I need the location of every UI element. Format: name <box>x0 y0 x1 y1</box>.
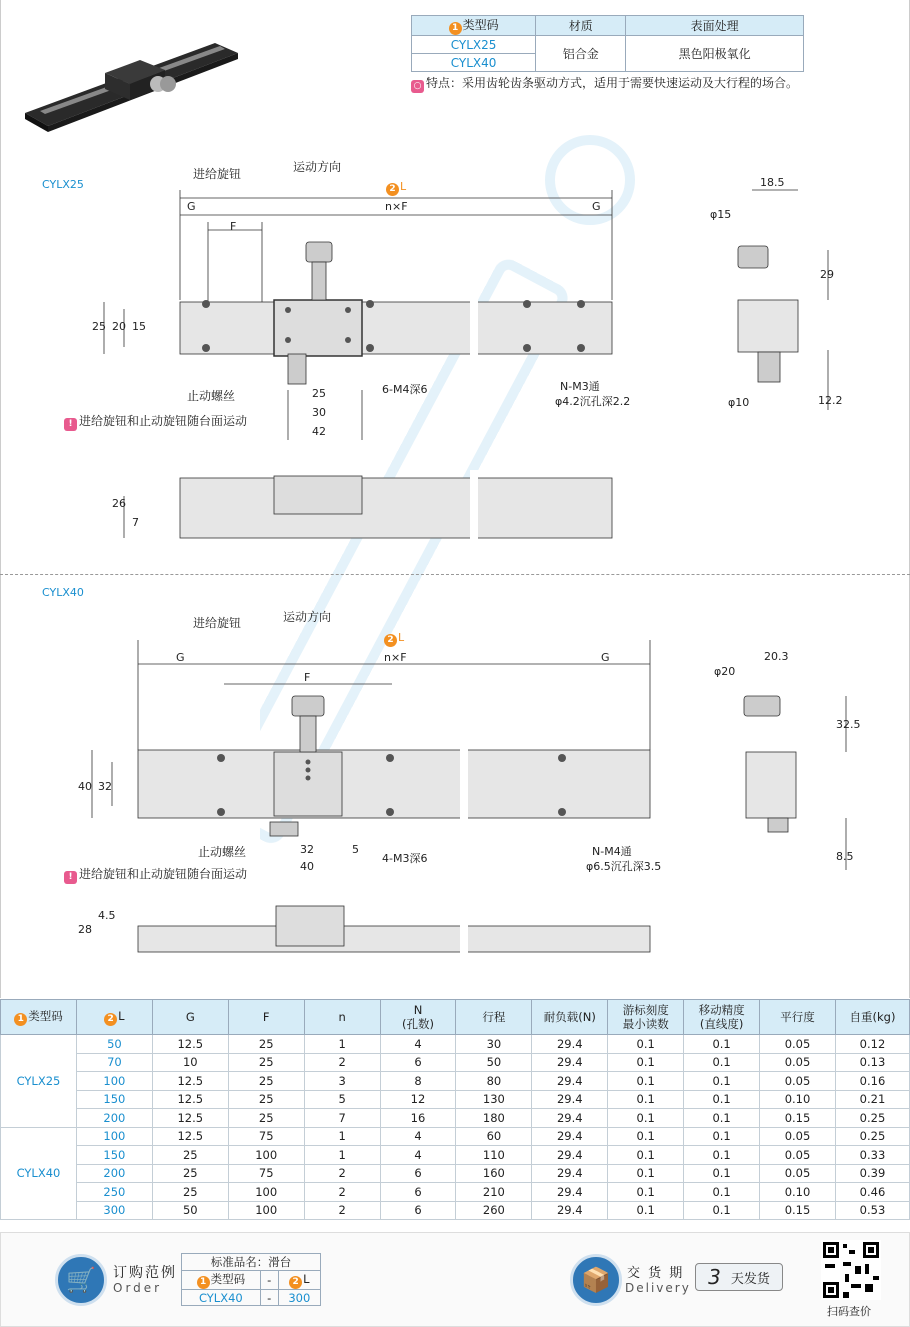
spec-cell: 0.21 <box>835 1090 909 1109</box>
spec-cell: 60 <box>456 1127 532 1146</box>
spec-row <box>1 1109 910 1128</box>
spec-cell: 2 <box>304 1053 380 1072</box>
spec-cell: 100 <box>228 1146 304 1165</box>
order-model: CYLX40 <box>182 1290 261 1306</box>
cylx40-L-label: 2 L <box>384 631 404 647</box>
spec-cell: 100 <box>228 1201 304 1220</box>
spec-row <box>1 1164 910 1183</box>
cylx40-counterbore-label: φ6.5沉孔深3.5 <box>586 860 662 873</box>
spec-cell: 180 <box>456 1109 532 1128</box>
spec-row <box>1 1035 910 1054</box>
spec-cell: 50 <box>456 1053 532 1072</box>
spec-cell: 50 <box>76 1035 152 1054</box>
product-image <box>20 18 245 136</box>
spec-cell: 29.4 <box>532 1127 608 1146</box>
finish-header: 表面处理 <box>626 16 804 36</box>
order-en: Order <box>113 1281 163 1295</box>
spec-cell: 0.46 <box>835 1183 909 1202</box>
spec-cell: 0.39 <box>835 1164 909 1183</box>
spec-cell: 50 <box>152 1201 228 1220</box>
spec-cell: 80 <box>456 1072 532 1091</box>
spec-cell: 4 <box>380 1146 456 1165</box>
spec-cell: 0.05 <box>760 1164 836 1183</box>
spec-header-7: 耐负载(N) <box>532 1000 608 1035</box>
cylx40-dim-w40: 40 <box>300 860 314 873</box>
spec-cell: 0.1 <box>608 1183 684 1202</box>
cylx25-note: ! 进给旋钮和止动旋钮随台面运动 <box>64 412 247 431</box>
cylx25-side-29: 29 <box>820 268 834 281</box>
cylx25-knob-label: 进给旋钮 <box>193 167 242 181</box>
cylx40-dim-h45: 4.5 <box>98 909 116 922</box>
spec-cell: 0.1 <box>608 1164 684 1183</box>
spec-cell: 0.05 <box>760 1035 836 1054</box>
spec-header-3: F <box>228 1000 304 1035</box>
spec-cell: 2 <box>304 1164 380 1183</box>
spec-cell: 75 <box>228 1164 304 1183</box>
spec-cell: 4 <box>380 1035 456 1054</box>
delivery-box-icon: 📦 <box>570 1254 622 1306</box>
spec-cell: 150 <box>76 1146 152 1165</box>
feature-icon: ○ <box>411 80 424 93</box>
spec-cell: 0.1 <box>608 1127 684 1146</box>
spec-cell: 1 <box>304 1035 380 1054</box>
cylx25-nF: n×F <box>385 200 408 213</box>
spec-cell: 6 <box>380 1053 456 1072</box>
qr-label: 扫码查价 <box>827 1305 871 1318</box>
spec-cell: 100 <box>76 1127 152 1146</box>
spec-cell: 29.4 <box>532 1109 608 1128</box>
material-header: 材质 <box>536 16 626 36</box>
cylx25-F: F <box>230 220 237 233</box>
spec-cell: 100 <box>228 1183 304 1202</box>
spec-cell: 0.33 <box>835 1146 909 1165</box>
cylx40-stop-screw-label: 止动螺丝 <box>198 845 247 859</box>
cylx25-G-right: G <box>592 200 601 213</box>
spec-cell: 0.1 <box>608 1035 684 1054</box>
spec-cell: 0.05 <box>760 1127 836 1146</box>
spec-cell: 260 <box>456 1201 532 1220</box>
spec-header-6: 行程 <box>456 1000 532 1035</box>
order-dash: - <box>260 1271 278 1290</box>
cart-icon: 🛒 <box>55 1254 107 1306</box>
cylx40-dim-h28: 28 <box>78 923 92 936</box>
spec-cell: 110 <box>456 1146 532 1165</box>
cylx25-dim-h7: 7 <box>132 516 139 529</box>
cylx25-side-d10: φ10 <box>728 396 750 409</box>
spec-cell: 12 <box>380 1090 456 1109</box>
spec-cell: 29.4 <box>532 1053 608 1072</box>
spec-cell: 29.4 <box>532 1090 608 1109</box>
spec-table <box>0 999 910 1220</box>
spec-header-1: 2 L <box>76 1000 152 1035</box>
spec-header-11: 自重(kg) <box>835 1000 909 1035</box>
spec-cell: 0.1 <box>608 1109 684 1128</box>
order-model-header: 1 类型码 <box>182 1271 261 1290</box>
spec-cell: 0.53 <box>835 1201 909 1220</box>
model-header: 1 类型码 <box>412 16 536 36</box>
spec-cell: 200 <box>76 1109 152 1128</box>
material-table <box>411 15 804 72</box>
spec-cell: 300 <box>76 1201 152 1220</box>
spec-cell: 6 <box>380 1201 456 1220</box>
spec-cell: 0.13 <box>835 1053 909 1072</box>
spec-cell: 25 <box>228 1109 304 1128</box>
order-dash-2: - <box>260 1290 278 1306</box>
spec-cell: 160 <box>456 1164 532 1183</box>
spec-cell: 7 <box>304 1109 380 1128</box>
spec-cell: 70 <box>76 1053 152 1072</box>
cylx25-side-d15: φ15 <box>710 208 732 221</box>
finish-value: 黑色阳极氧化 <box>626 36 804 72</box>
spec-cell: 0.1 <box>684 1127 760 1146</box>
spec-cell: 25 <box>228 1035 304 1054</box>
feature-text: ○ 特点：采用齿轮齿条驱动方式，适用于需要快速运动及大行程的场合。 <box>411 74 798 93</box>
spec-row <box>1 1127 910 1146</box>
spec-cell: 150 <box>76 1090 152 1109</box>
spec-model-cell: CYLX40 <box>1 1127 77 1220</box>
spec-cell: 25 <box>152 1183 228 1202</box>
spec-cell: 29.4 <box>532 1164 608 1183</box>
spec-row <box>1 1090 910 1109</box>
delivery-days-text: 天发货 <box>730 1271 770 1287</box>
spec-cell: 0.05 <box>760 1053 836 1072</box>
cylx25-drawing <box>40 150 900 550</box>
spec-cell: 0.1 <box>608 1072 684 1091</box>
cylx40-tapped-label: 4-M3深6 <box>382 852 428 865</box>
spec-cell: 0.1 <box>684 1201 760 1220</box>
cylx40-side-325: 32.5 <box>836 718 861 731</box>
delivery-en: Delivery <box>625 1281 691 1295</box>
section-divider <box>0 574 910 575</box>
spec-header-5: N (孔数) <box>380 1000 456 1035</box>
cylx40-dim-h32: 32 <box>98 780 112 793</box>
cylx25-title: CYLX25 <box>42 178 84 191</box>
spec-cell: 12.5 <box>152 1072 228 1091</box>
cylx40-knob-label: 进给旋钮 <box>193 616 242 630</box>
spec-cell: 0.10 <box>760 1090 836 1109</box>
spec-model-cell: CYLX25 <box>1 1035 77 1128</box>
spec-cell: 29.4 <box>532 1072 608 1091</box>
qr-code[interactable] <box>821 1240 881 1300</box>
spec-cell: 1 <box>304 1146 380 1165</box>
spec-cell: 12.5 <box>152 1127 228 1146</box>
cylx40-dim-h40: 40 <box>78 780 92 793</box>
spec-cell: 0.1 <box>684 1146 760 1165</box>
cylx25-side-185: 18.5 <box>760 176 785 189</box>
spec-cell: 0.15 <box>760 1201 836 1220</box>
spec-cell: 0.25 <box>835 1127 909 1146</box>
cylx25-G-left: G <box>187 200 196 213</box>
spec-cell: 210 <box>456 1183 532 1202</box>
spec-cell: 12.5 <box>152 1109 228 1128</box>
cylx25-dim-w42: 42 <box>312 425 326 438</box>
cylx40-through-label: N-M4通 <box>592 845 632 858</box>
delivery-days-box <box>695 1263 783 1291</box>
spec-cell: 0.1 <box>684 1035 760 1054</box>
cylx25-direction-label: 运动方向 <box>293 160 342 174</box>
spec-cell: 5 <box>304 1090 380 1109</box>
spec-row <box>1 1146 910 1165</box>
cylx40-direction-label: 运动方向 <box>283 610 332 624</box>
spec-row <box>1 1201 910 1220</box>
cylx25-through-label: N-M3通 <box>560 380 600 393</box>
spec-cell: 0.10 <box>760 1183 836 1202</box>
cylx40-G-left: G <box>176 651 185 664</box>
spec-row <box>1 1183 910 1202</box>
cylx25-counterbore-label: φ4.2沉孔深2.2 <box>555 395 631 408</box>
spec-cell: 25 <box>152 1164 228 1183</box>
cylx40-nF: n×F <box>384 651 407 664</box>
cylx25-tapped-label: 6-M4深6 <box>382 383 428 396</box>
spec-cell: 10 <box>152 1053 228 1072</box>
cylx40-title: CYLX40 <box>42 586 84 599</box>
spec-cell: 4 <box>380 1127 456 1146</box>
spec-cell: 100 <box>76 1072 152 1091</box>
spec-cell: 25 <box>152 1146 228 1165</box>
material-value: 铝合金 <box>536 36 626 72</box>
spec-cell: 16 <box>380 1109 456 1128</box>
spec-cell: 2 <box>304 1183 380 1202</box>
model-cylx40: CYLX40 <box>412 54 536 72</box>
order-l: 300 <box>278 1290 320 1306</box>
spec-cell: 75 <box>228 1127 304 1146</box>
spec-header-2: G <box>152 1000 228 1035</box>
cylx25-stop-screw-label: 止动螺丝 <box>187 389 236 403</box>
model-cylx25: CYLX25 <box>412 36 536 54</box>
spec-cell: 25 <box>228 1090 304 1109</box>
spec-cell: 0.1 <box>684 1109 760 1128</box>
spec-cell: 29.4 <box>532 1183 608 1202</box>
cylx40-G-right: G <box>601 651 610 664</box>
delivery-days: 3 <box>708 1265 721 1289</box>
spec-cell: 0.1 <box>684 1164 760 1183</box>
spec-cell: 0.15 <box>760 1109 836 1128</box>
spec-cell: 200 <box>76 1164 152 1183</box>
spec-cell: 6 <box>380 1183 456 1202</box>
cylx25-L-label: 2 L <box>386 180 406 196</box>
cylx25-dim-20: 20 <box>112 320 126 333</box>
order-l-header: 2 L <box>278 1271 320 1290</box>
spec-cell: 0.25 <box>835 1109 909 1128</box>
spec-cell: 0.1 <box>684 1053 760 1072</box>
spec-cell: 1 <box>304 1127 380 1146</box>
spec-cell: 0.05 <box>760 1146 836 1165</box>
spec-cell: 29.4 <box>532 1035 608 1054</box>
spec-cell: 0.1 <box>684 1183 760 1202</box>
spec-cell: 25 <box>228 1053 304 1072</box>
cylx40-F: F <box>304 671 311 684</box>
spec-cell: 0.1 <box>608 1090 684 1109</box>
cylx40-dim-w5: 5 <box>352 843 359 856</box>
cylx25-dim-15: 15 <box>132 320 146 333</box>
spec-cell: 0.16 <box>835 1072 909 1091</box>
spec-cell: 0.05 <box>760 1072 836 1091</box>
spec-header-8: 游标刻度 最小读数 <box>608 1000 684 1035</box>
spec-cell: 3 <box>304 1072 380 1091</box>
spec-cell: 29.4 <box>532 1146 608 1165</box>
spec-cell: 0.1 <box>684 1072 760 1091</box>
spec-cell: 0.12 <box>835 1035 909 1054</box>
spec-cell: 250 <box>76 1183 152 1202</box>
spec-row <box>1 1072 910 1091</box>
spec-header-10: 平行度 <box>760 1000 836 1035</box>
cylx40-dim-w32: 32 <box>300 843 314 856</box>
cylx25-dim-h26: 26 <box>112 497 126 510</box>
std-name: 标准品名：滑台 <box>182 1254 321 1271</box>
spec-cell: 2 <box>304 1201 380 1220</box>
spec-header-0: 1 类型码 <box>1 1000 77 1035</box>
cylx40-note: ! 进给旋钮和止动旋钮随台面运动 <box>64 865 247 884</box>
spec-header-4: n <box>304 1000 380 1035</box>
order-cn: 订购范例 <box>113 1265 177 1281</box>
spec-header-9: 移动精度 (直线度) <box>684 1000 760 1035</box>
cylx25-side-122: 12.2 <box>818 394 843 407</box>
spec-cell: 12.5 <box>152 1090 228 1109</box>
spec-row <box>1 1053 910 1072</box>
cylx25-dim-w25: 25 <box>312 387 326 400</box>
cylx25-dim-w30: 30 <box>312 406 326 419</box>
cylx40-side-203: 20.3 <box>764 650 789 663</box>
spec-cell: 8 <box>380 1072 456 1091</box>
spec-cell: 12.5 <box>152 1035 228 1054</box>
spec-cell: 130 <box>456 1090 532 1109</box>
spec-cell: 25 <box>228 1072 304 1091</box>
cylx25-dim-25: 25 <box>92 320 106 333</box>
spec-cell: 0.1 <box>608 1053 684 1072</box>
order-example-table <box>181 1253 321 1306</box>
spec-cell: 6 <box>380 1164 456 1183</box>
delivery-cn: 交 货 期 <box>627 1266 685 1281</box>
cylx40-side-85: 8.5 <box>836 850 854 863</box>
spec-cell: 0.1 <box>684 1090 760 1109</box>
spec-cell: 29.4 <box>532 1201 608 1220</box>
cylx40-side-d20: φ20 <box>714 665 736 678</box>
spec-cell: 0.1 <box>608 1201 684 1220</box>
spec-cell: 30 <box>456 1035 532 1054</box>
spec-cell: 0.1 <box>608 1146 684 1165</box>
